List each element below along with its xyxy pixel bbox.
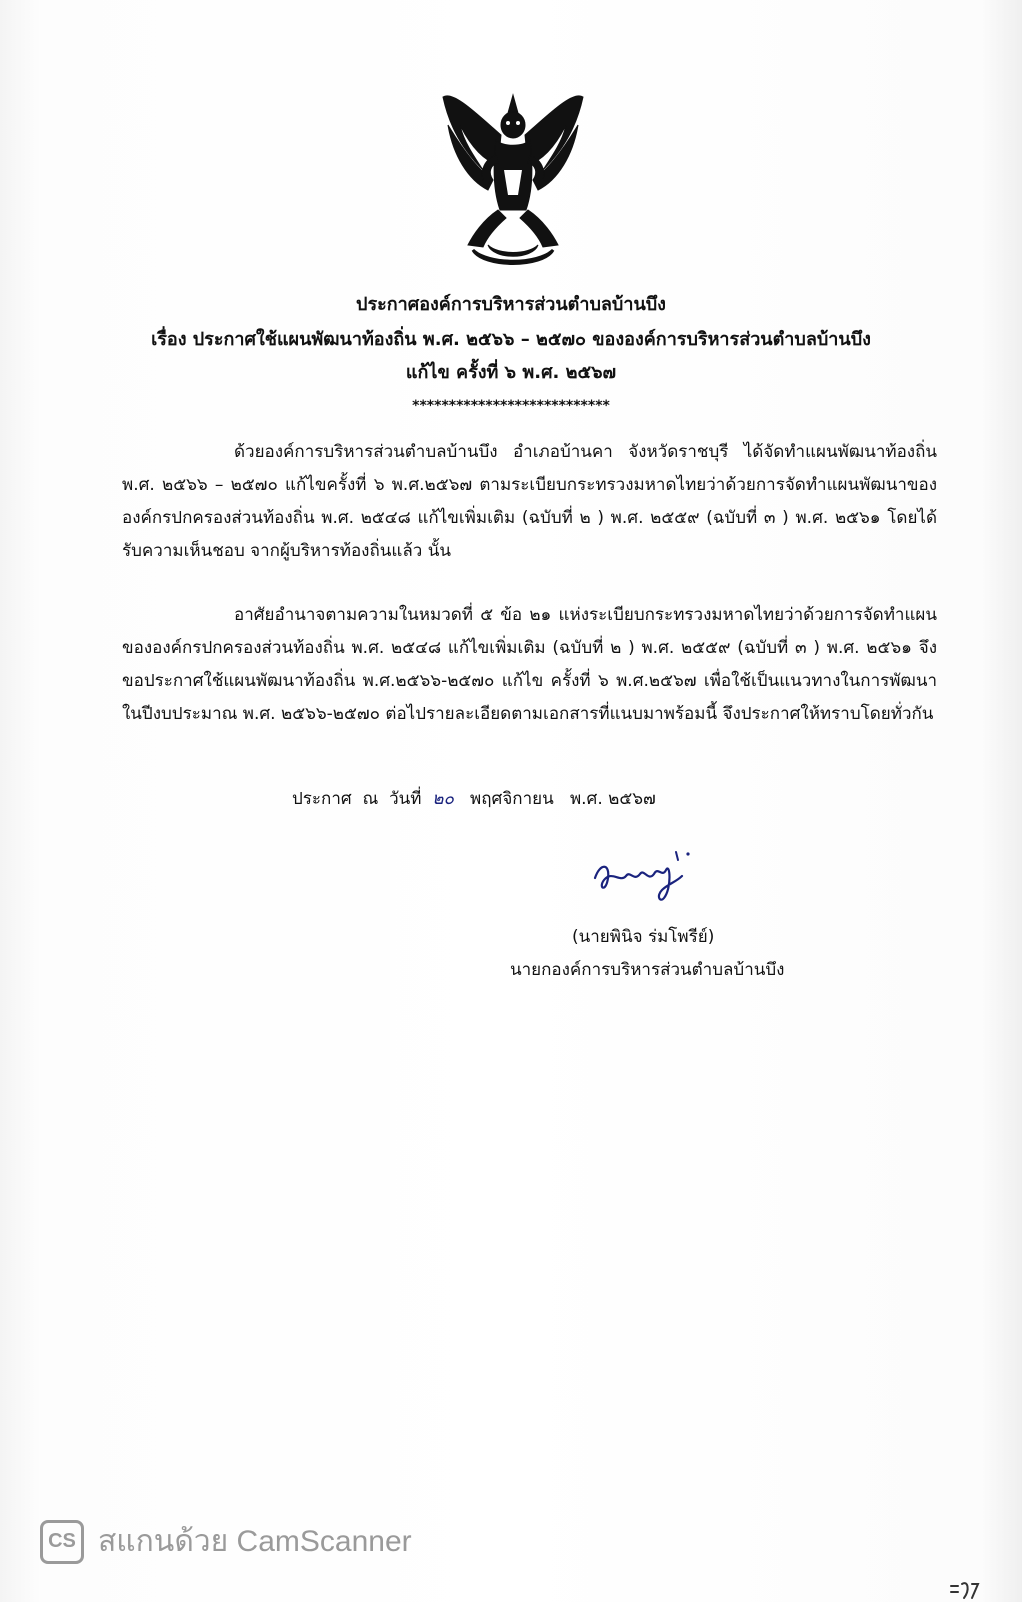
announcement-subject: เรื่อง ประกาศใช้แผนพัฒนาท้องถิ่น พ.ศ. ๒๕๖๖ – ๒๕๗๐ ขององค์การบริหารส่วนตำบลบ้านบึง	[151, 329, 871, 350]
signer-title: นายกองค์การบริหารส่วนตำบลบ้านบึง	[510, 960, 785, 980]
announcement-date	[292, 784, 656, 814]
camscanner-logo-icon: CS	[40, 1520, 84, 1564]
separator: ***************************	[412, 398, 610, 414]
date-suffix: พฤศจิกายน พ.ศ. ๒๕๖๗	[453, 789, 656, 809]
body-paragraph-1: ด้วยองค์การบริหารส่วนตำบลบ้านบึง อำเภอบ้านคา จังหวัดราชบุรี ได้จัดทำแผนพัฒนาท้องถิ่น พ.ศ. ๒๕๖๖ – ๒๕๗๐ แก้ไขครั้งที่ ๖ พ.ศ.๒๕๖๗ ตามระเบียบกระทรวงมหาดไทยว่าด้วยการจัดทำแผนพัฒนาขององค์กรปกครองส่วนท้องถิ่น พ.ศ. ๒๕๔๘ แก้ไขเพิ่มเติม (ฉบับที่ ๒ ) พ.ศ. ๒๕๕๙ (ฉบับที่ ๓ ) พ.ศ. ๒๕๖๑ โดยได้รับความเห็นชอบ จากผู้บริหารท้องถิ่นแล้ว นั้น	[122, 442, 937, 561]
handwritten-page-mark-icon	[948, 1578, 988, 1602]
camscanner-text: สแกนด้วย CamScanner	[98, 1525, 412, 1558]
announcement-title: ประกาศองค์การบริหารส่วนตำบลบ้านบึง	[356, 294, 666, 315]
signature-icon	[590, 848, 700, 908]
announcement-revision: แก้ไข ครั้งที่ ๖ พ.ศ. ๒๕๖๗	[405, 362, 617, 383]
date-prefix: ประกาศ ณ วันที่	[292, 789, 433, 809]
signer-name: (นายพินิจ ร่มโพรีย์)	[572, 927, 715, 947]
body-paragraph-2: อาศัยอำนาจตามความในหมวดที่ ๕ ข้อ ๒๑ แห่งระเบียบกระทรวงมหาดไทยว่าด้วยการจัดทำแผนขององค์กรปกครองส่วนท้องถิ่น พ.ศ. ๒๕๔๘ แก้ไขเพิ่มเติม (ฉบับที่ ๒ ) พ.ศ. ๒๕๕๙ (ฉบับที่ ๓ ) พ.ศ. ๒๕๖๑ จึงขอประกาศใช้แผนพัฒนาท้องถิ่น พ.ศ.๒๕๖๖-๒๕๗๐ แก้ไข ครั้งที่ ๖ พ.ศ.๒๕๖๗ เพื่อใช้เป็นแนวทางในการพัฒนาในปีงบประมาณ พ.ศ. ๒๕๖๖-๒๕๗๐ ต่อไปรายละเอียดตามเอกสารที่แนบมาพร้อมนี้ จึงประกาศให้ทราบโดยทั่วกัน	[122, 605, 937, 724]
garuda-emblem-icon	[438, 85, 588, 270]
date-day-handwritten: ๒๐	[432, 789, 454, 809]
camscanner-watermark	[40, 1518, 412, 1565]
